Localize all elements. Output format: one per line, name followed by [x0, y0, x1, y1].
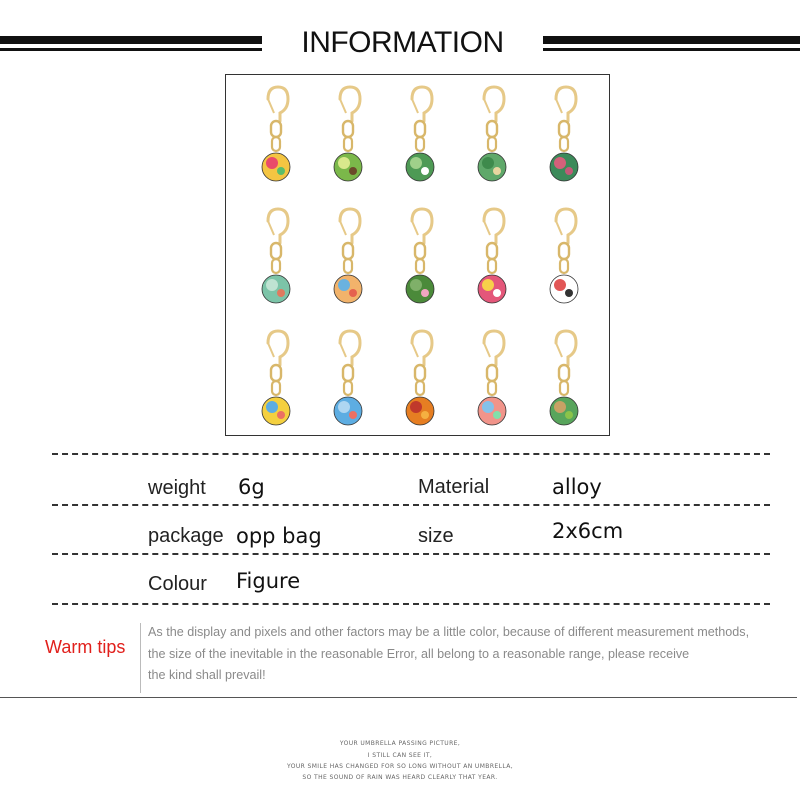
footer-line-2: I STILL CAN SEE IT, [367, 752, 433, 759]
warm-tips-line-1: As the display and pixels and other factors may be a little color, because of different measurement methods, [148, 625, 750, 639]
header-rule-right [543, 36, 800, 56]
keychain-icon [478, 87, 506, 181]
divider [0, 697, 797, 698]
page-title: INFORMATION [301, 26, 504, 59]
divider [52, 504, 770, 506]
keychain-icon [334, 209, 362, 303]
divider [52, 453, 770, 455]
warm-tips-line-2: the size of the inevitable in the reasonable Error, all belong to a reasonable range, please receive [148, 647, 690, 661]
keychain-icon [262, 209, 290, 303]
weight-label: weight [148, 477, 206, 499]
package-label: package [148, 525, 224, 547]
divider [140, 623, 141, 693]
footer-line-1: YOUR UMBRELLA PASSING PICTURE, [339, 740, 461, 747]
colour-value: Figure [236, 569, 301, 593]
keychain-icon [550, 209, 578, 303]
keychain-icon [550, 87, 578, 181]
divider [52, 553, 770, 555]
warm-tips-label: Warm tips [45, 637, 126, 657]
keychain-icon [406, 331, 434, 425]
keychain-icon [334, 87, 362, 181]
warm-tips-line-3: the kind shall prevail! [148, 668, 266, 682]
keychain-icon [334, 331, 362, 425]
keychain-icon [478, 209, 506, 303]
keychain-grid-image [226, 75, 609, 435]
keychain-icon [478, 331, 506, 425]
keychain-icon [262, 87, 290, 181]
footer-line-4: SO THE SOUND OF RAIN WAS HEARD CLEARLY THAT YEAR. [302, 774, 498, 781]
size-value: 2x6cm [552, 519, 624, 543]
divider [52, 603, 770, 605]
header-rule-left [0, 36, 262, 56]
keychain-icon [550, 331, 578, 425]
keychain-icon [406, 209, 434, 303]
material-value: alloy [552, 475, 602, 499]
colour-label: Colour [148, 573, 207, 595]
material-label: Material [418, 476, 490, 498]
package-value: opp bag [236, 524, 322, 548]
footer-line-3: YOUR SMILE HAS CHANGED FOR SO LONG WITHOUT AN UMBRELLA, [286, 763, 514, 770]
keychain-icon [262, 331, 290, 425]
weight-value: 6g [238, 475, 265, 499]
size-label: size [418, 525, 454, 547]
keychain-icon [406, 87, 434, 181]
product-image [225, 74, 610, 436]
